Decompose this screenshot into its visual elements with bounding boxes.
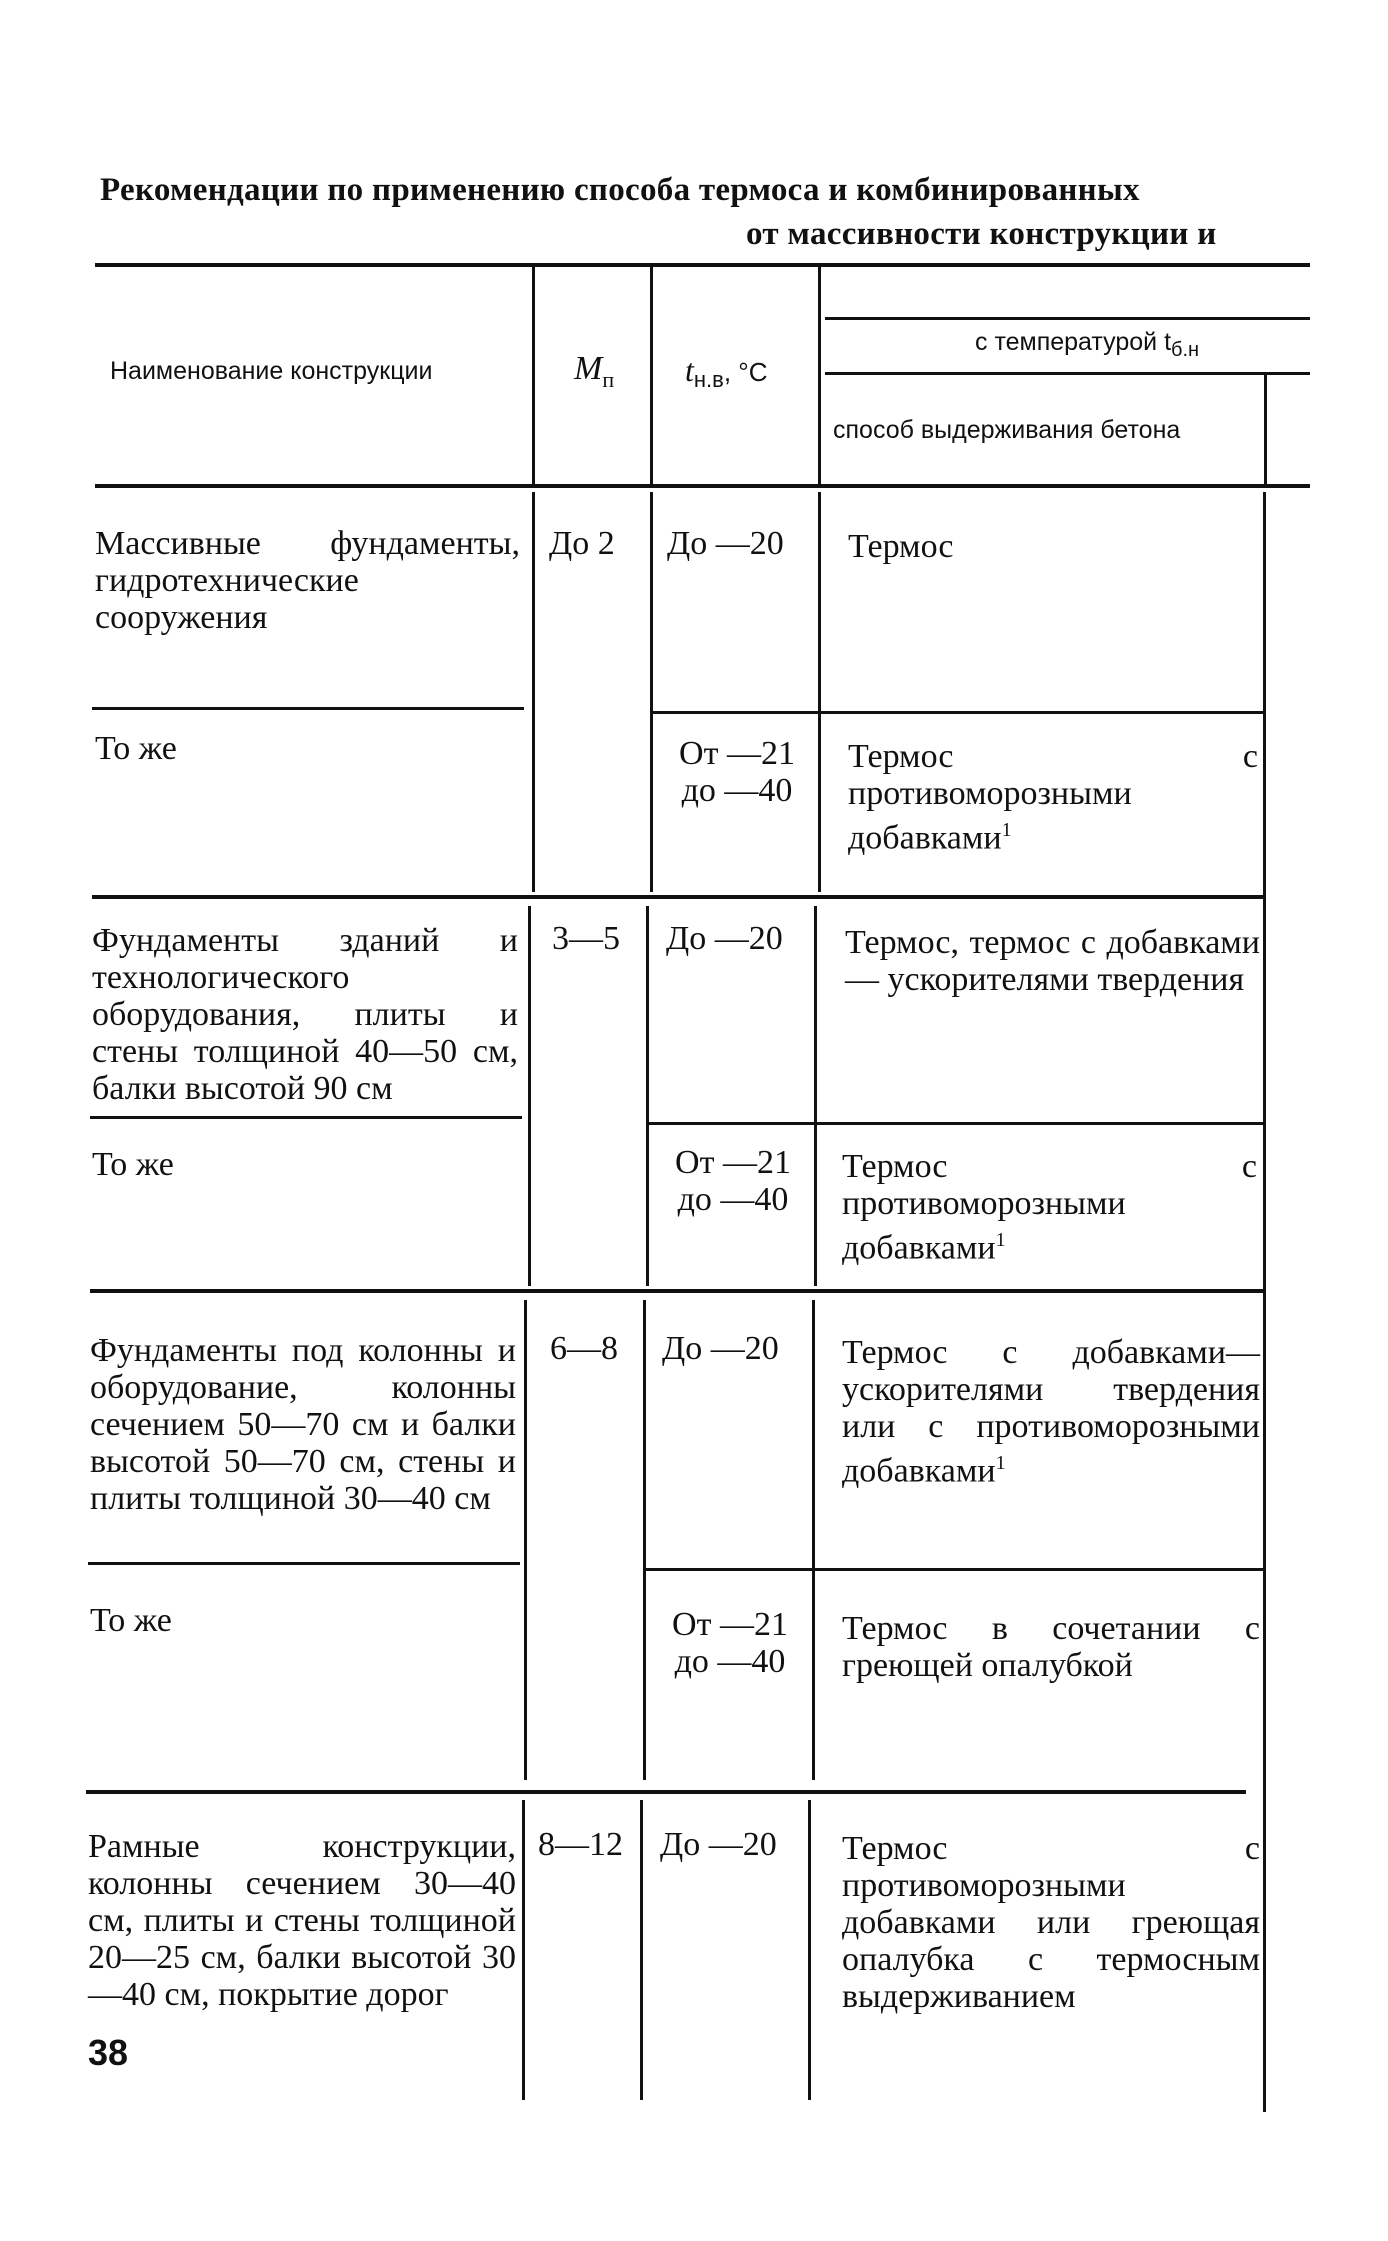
table-row-1-m: До 2	[549, 525, 615, 562]
row-rule-2a	[90, 1116, 522, 1119]
footnote-mark: 1	[995, 1229, 1006, 1251]
col-divider-m-1	[532, 492, 535, 892]
footnote-mark: 1	[995, 1452, 1006, 1474]
table-row-2-method: Термос с противоморозными добавками$^1$	[848, 738, 1258, 857]
header-col-divider-1	[532, 265, 535, 484]
group-rule-2	[90, 1289, 1263, 1293]
col-divider-method-2	[814, 906, 817, 1286]
row-rule-3b	[645, 1568, 1263, 1571]
footnote-mark: 1	[1001, 819, 1012, 841]
table-row-4-t: От —21 до —40	[675, 1144, 791, 1218]
col-divider-method-4	[808, 1800, 811, 2100]
table-row-5-m: 6—8	[550, 1330, 618, 1367]
table-row-7-t: До —20	[660, 1826, 777, 1863]
header-temp-group: с температурой $t_{б.н}$	[975, 328, 1200, 361]
header-m: $M_п$	[574, 350, 615, 392]
group-rule-1	[92, 895, 1264, 899]
table-row-1-t: До —20	[667, 525, 784, 562]
col-divider-method-3	[812, 1300, 815, 1780]
row-rule-1b	[652, 711, 1264, 714]
title-line-2: от массивности конструкции и	[746, 216, 1217, 252]
header-group-rule	[825, 317, 1310, 320]
title-line-1: Рекомендации по применению способа термоса и комбинированных	[100, 172, 1140, 208]
table-row-3-name: Фундаменты зданий и технологического оборудования, плиты и стены толщиной 40—50 см, балки высотой 90 см	[92, 922, 518, 1107]
table-row-3-method: Термос, термос с добавками — ускорителями твердения	[845, 924, 1260, 998]
row-rule-2b	[648, 1122, 1263, 1125]
table-row-7-m: 8—12	[538, 1826, 623, 1863]
header-col-divider-4	[1264, 375, 1267, 484]
table-row-2-name: То же	[95, 730, 177, 767]
table-row-6-t: От —21 до —40	[672, 1606, 788, 1680]
col-divider-t-4	[640, 1800, 643, 2100]
col-divider-t-2	[646, 906, 649, 1286]
header-t: $t_{н.в}$, °C	[685, 352, 768, 392]
header-name: Наименование конструкции	[110, 357, 433, 385]
col-divider-method-1	[818, 492, 821, 892]
table-row-6-name: То же	[90, 1602, 172, 1639]
row-rule-1a	[92, 707, 524, 710]
table-row-5-method: Термос с добавками—ускорителями твердения или с противоморозными добавками$^1$	[842, 1334, 1260, 1490]
header-bottom-rule	[95, 484, 1310, 488]
table-row-3-t: До —20	[666, 920, 783, 957]
page-title	[100, 168, 1300, 256]
col-divider-m-4	[522, 1800, 525, 2100]
table-row-2-t: От —21 до —40	[679, 735, 795, 809]
table-top-rule	[95, 263, 1310, 267]
table-row-4-method: Термос с противоморозными добавками$^1$	[842, 1148, 1257, 1267]
header-col-divider-3	[818, 265, 821, 484]
table-row-5-t: До —20	[662, 1330, 779, 1367]
col-divider-m-2	[528, 906, 531, 1286]
table-row-5-name: Фундаменты под колонны и оборудование, колонны сечением 50—70 см и балки высотой 50—70 см, стены и плиты толщиной 30—40 см	[90, 1332, 516, 1517]
table-row-7-name: Рамные конструкции, колонны сечением 30—40 см, плиты и стены толщиной 20—25 см, балки высотой 30—40 см, покрытие дорог	[88, 1828, 516, 2013]
col-divider-t-3	[643, 1300, 646, 1780]
page-number: 38	[88, 2032, 129, 2073]
table-row-1-method: Термос	[848, 528, 954, 565]
body-right-border	[1263, 492, 1266, 2112]
header-method: способ выдерживания бетона	[833, 416, 1181, 444]
table-row-1-name: Массивные фундаменты, гидротехнические сооружения	[95, 525, 520, 636]
header-sub-rule	[825, 372, 1310, 375]
table-row-7-method: Термос с противоморозными добавками или греющая опалубка с термосным выдерживанием	[842, 1830, 1260, 2015]
col-divider-t-1	[650, 492, 653, 892]
group-rule-3	[86, 1790, 1246, 1794]
table-row-4-name: То же	[92, 1146, 174, 1183]
header-col-divider-2	[650, 265, 653, 484]
row-rule-3a	[88, 1562, 520, 1565]
col-divider-m-3	[524, 1300, 527, 1780]
table-row-3-m: 3—5	[552, 920, 620, 957]
table-row-6-method: Термос в сочетании с греющей опалубкой	[842, 1610, 1260, 1684]
